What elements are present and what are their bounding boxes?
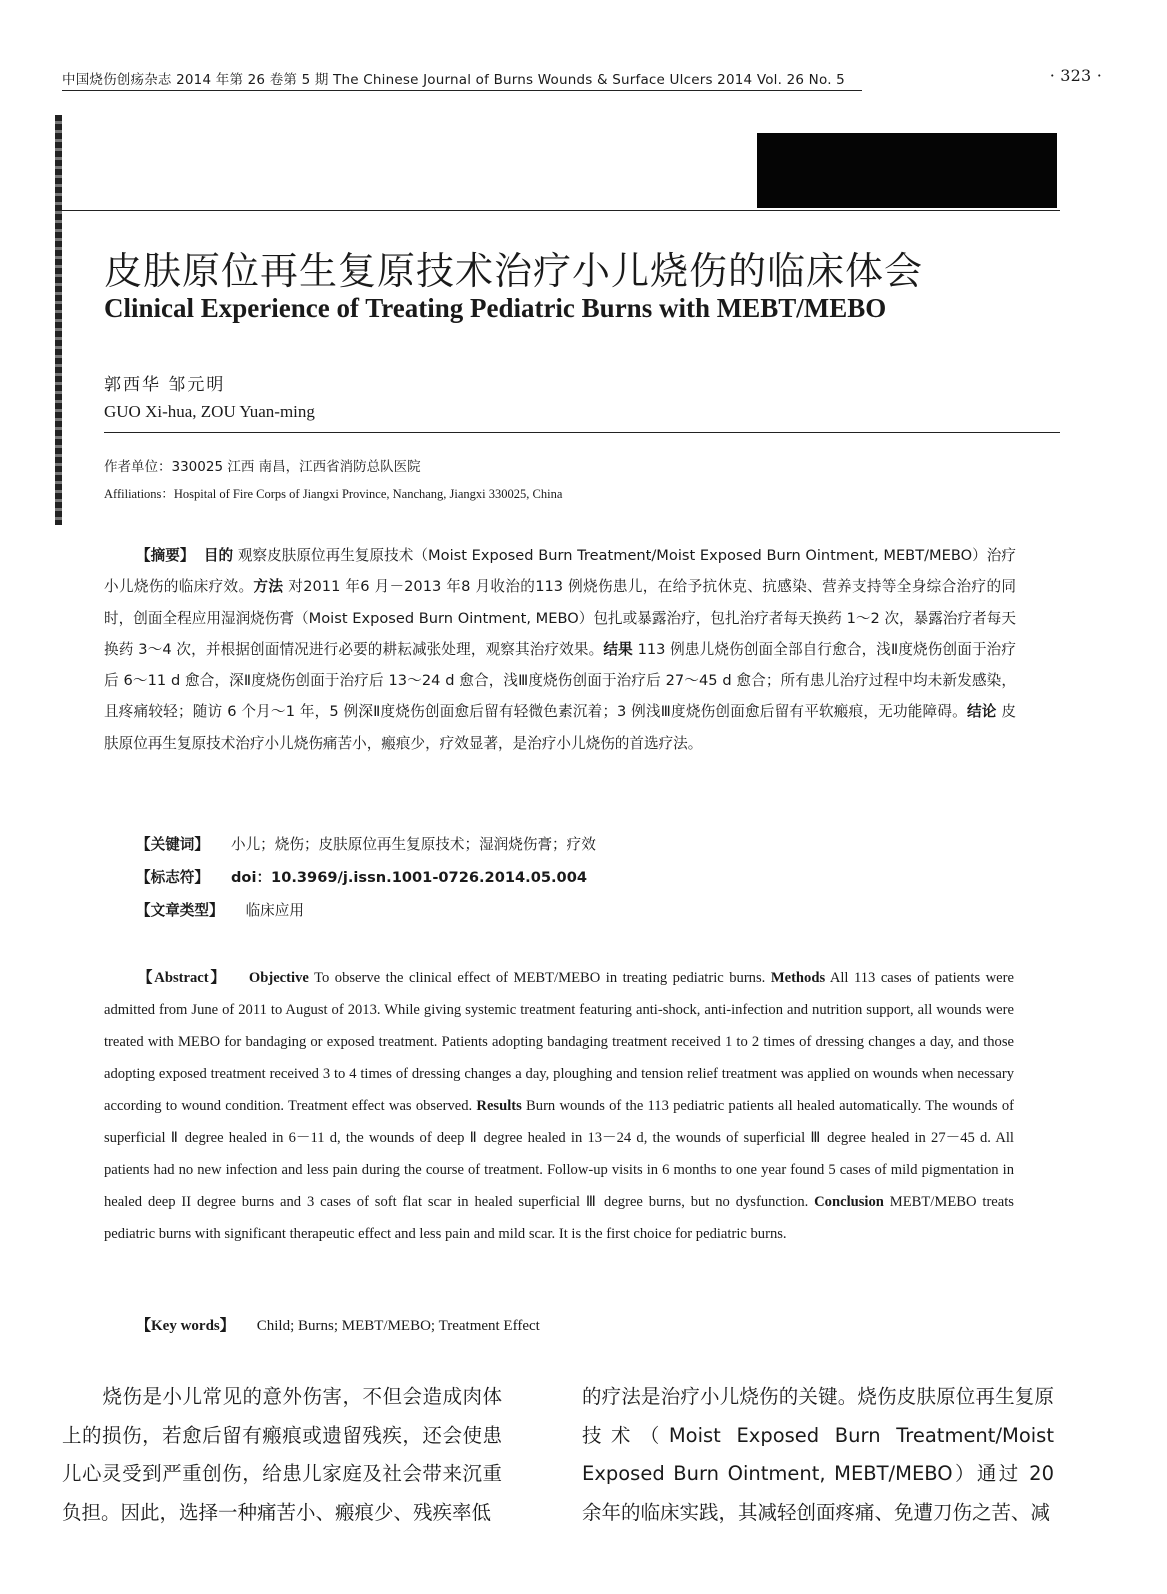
objective-cn-label: 目的 (203, 547, 234, 564)
abstract-cn-label: 【摘要】 (136, 547, 195, 564)
running-header (62, 68, 1102, 88)
abstract-english (104, 962, 1014, 1250)
identifier-cn-label: 【标志符】 (136, 869, 209, 886)
methods-cn-label: 方法 (253, 578, 284, 596)
page-number: · 323 · (1049, 66, 1102, 85)
results-cn: 113 例患儿烧伤创面全部自行愈合，浅Ⅱ度烧伤创面于治疗后 6～11 d 愈合，深Ⅱ度烧伤创面于治疗后 13～24 d 愈合，浅Ⅲ度烧伤创面于治疗后 27～45 d 愈合；所有患儿治疗过程中均未新发感染，且疼痛较轻；随访 6 个月～1 年，5 例深Ⅱ度烧伤创面愈后留有轻微色素沉着；3 例浅Ⅲ度烧伤创面愈后留有平软瘢痕，无功能障碍。 (104, 640, 1016, 721)
keywords-en-label: 【Key words】 (136, 1318, 235, 1334)
abstract-chinese (104, 540, 1016, 759)
author-rule (104, 432, 1060, 433)
affiliation-english: Affiliations：Hospital of Fire Corps of Jiangxi Province, Nanchang, Jiangxi 330025, China (104, 487, 563, 501)
article-type-value: 临床应用 (245, 902, 304, 919)
results-en-label: Results (476, 1098, 522, 1114)
body-column-left (62, 1378, 502, 1532)
body-column-right (582, 1378, 1054, 1532)
abstract-en-label: 【Abstract】 (136, 970, 227, 986)
keywords-cn-value: 小儿；烧伤；皮肤原位再生复原技术；湿润烧伤膏；疗效 (230, 836, 596, 853)
keywords-cn-label: 【关键词】 (136, 836, 209, 853)
article-type-label: 【文章类型】 (136, 902, 224, 919)
methods-cn: 对2011 年6 月－2013 年8 月收治的113 例烧伤患儿，在给予抗休克、抗感染、营养支持等全身综合治疗的同时，创面全程应用湿润烧伤膏（Moist Exposed Burn Ointment, MEBO）包扎或暴露治疗，包扎治疗者每天换药 1～2 次，暴露治疗者每天换药 3～4 次，并根据创面情况进行必要的耕耘减张处理，观察其治疗效果。 (104, 578, 1016, 658)
keywords-english (136, 1314, 540, 1335)
methods-en-label: Methods (770, 970, 826, 986)
title-chinese: 皮肤原位再生复原技术治疗小儿烧伤的临床体会 (104, 249, 924, 293)
affiliation-chinese: 作者单位：330025 江西 南昌，江西省消防总队医院 (104, 459, 421, 475)
conclusion-en: MEBT/MEBO treats pediatric burns with significant therapeutic effect and less pain and mild scar. It is the first choice for pediatric burns. (104, 1194, 1014, 1242)
results-cn-label: 结果 (603, 640, 633, 658)
results-en: Burn wounds of the 113 pediatric patients all healed automatically. The wounds of superficial Ⅱ degree healed in 6－11 d, the wounds of deep Ⅱ degree healed in 13－24 d, the wounds of superficial Ⅲ degree healed in 27－45 d. All patients had no new infection and less pain during the course of treatment. Follow-up visits in 6 months to one year found 5 cases of mild pigmentation in healed deep II degree burns and 3 cases of soft flat scar in healed superficial Ⅲ degree burns, but no dysfunction. (104, 1098, 1014, 1210)
body-text-left: 烧伤是小儿常见的意外伤害，不但会造成肉体上的损伤，若愈后留有瘢痕或遗留残疾，还会使患儿心灵受到严重创伤，给患儿家庭及社会带来沉重负担。因此，选择一种痛苦小、瘢痕少、残疾率低 (62, 1385, 502, 1524)
authors-chinese: 郭西华 邹元明 (104, 375, 226, 395)
left-margin-bar (55, 115, 62, 525)
identifier-chinese (136, 866, 587, 887)
header-rule (62, 90, 862, 91)
title-top-rule (62, 210, 1060, 211)
journal-header: 中国烧伤创疡杂志 2014 年第 26 卷第 5 期 The Chinese Journal of Burns Wounds & Surface Ulcers 2014 Vol. 26 No. 5 (62, 72, 845, 88)
conclusion-cn-label: 结论 (966, 703, 997, 721)
title-english: Clinical Experience of Treating Pediatric Burns with MEBT/MEBO (104, 293, 887, 323)
doi-value: doi：10.3969/j.issn.1001-0726.2014.05.004 (230, 869, 588, 886)
objective-en-label: Objective (248, 970, 309, 986)
redaction-box (757, 133, 1057, 208)
authors-english: GUO Xi-hua, ZOU Yuan-ming (104, 402, 315, 421)
article-type-chinese (136, 899, 304, 920)
methods-en: All 113 cases of patients were admitted from June of 2011 to August of 2013. While giving systemic treatment featuring anti-shock, anti-infection and nutrition support, all wounds were treated with MEBO for bandaging or exposed treatment. Patients adopting bandaging treatment received 1 to 2 times of dressing changes a day, and those adopting exposed treatment received 3 to 4 times of dressing changes a day, ploughing and tension relief treatment was applied on wounds when necessary according to wound condition. Treatment effect was observed. (104, 970, 1015, 1114)
conclusion-cn: 皮肤原位再生复原技术治疗小儿烧伤痛苦小，瘢痕少，疗效显著，是治疗小儿烧伤的首选疗法。 (104, 703, 1016, 752)
body-text-right: 的疗法是治疗小儿烧伤的关键。烧伤皮肤原位再生复原技术（Moist Exposed Burn Treatment/Moist Exposed Burn Ointment, MEBT/MEBO）通过 20 余年的临床实践，其减轻创面疼痛、免遭刀伤之苦、减 (582, 1385, 1054, 1524)
conclusion-en-label: Conclusion (814, 1194, 884, 1210)
keywords-chinese (136, 833, 596, 854)
keywords-en-value: Child; Burns; MEBT/MEBO; Treatment Effect (256, 1318, 540, 1334)
objective-en: To observe the clinical effect of MEBT/MEBO in treating pediatric burns. (308, 970, 771, 986)
objective-cn: 观察皮肤原位再生复原技术（Moist Exposed Burn Treatment/Moist Exposed Burn Ointment, MEBT/MEBO）治疗小儿烧伤的临床疗效。 (104, 547, 1016, 596)
